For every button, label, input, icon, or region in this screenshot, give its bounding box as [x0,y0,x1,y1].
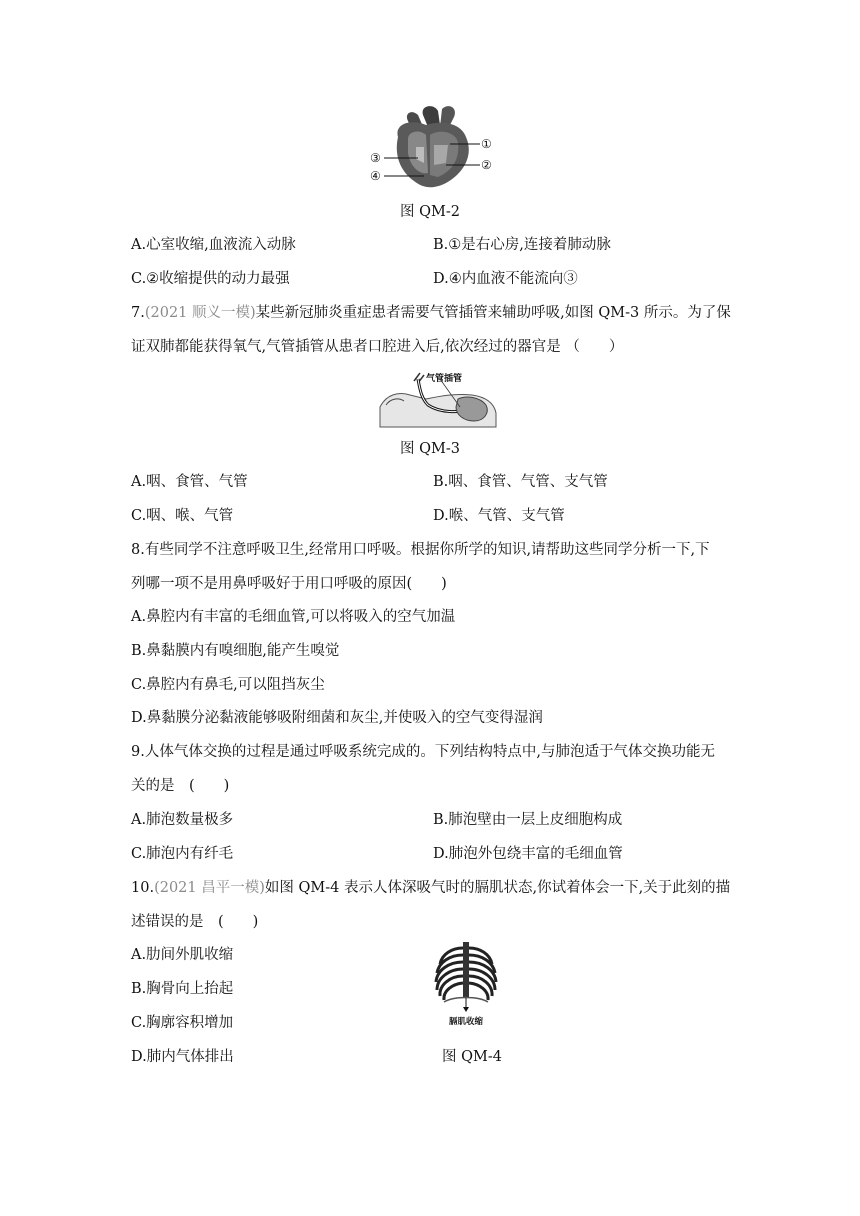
q8-stem-line2: 列哪一项不是用鼻呼吸好于用口呼吸的原因( ) [131,576,447,592]
heart-figure [368,103,518,191]
q10-option-d: D.肺内气体排出 [131,1049,234,1065]
figure-caption-qm3: 图 QM-3 [400,441,460,457]
q8-option-c: C.鼻腔内有鼻毛,可以阻挡灰尘 [131,677,325,693]
ribcage-figure [430,938,502,1028]
q10-stem-line1 [131,878,730,898]
intubation-figure [376,369,500,429]
heart-label-3: ③ [370,151,381,165]
q9-stem-line1: 9.人体气体交换的过程是通过呼吸系统完成的。下列结构特点中,与肺泡适于气体交换功能无 [131,744,715,760]
q7-option-d: D.喉、气管、支气管 [433,508,565,524]
figure-caption-qm4: 图 QM-4 [442,1049,502,1065]
q10-option-a: A.肋间外肌收缩 [131,947,234,963]
heart-label-1: ① [481,137,492,151]
q6-option-b: B.①是右心房,连接着肺动脉 [433,237,611,253]
q8-stem-line1: 8.有些同学不注意呼吸卫生,经常用口呼吸。根据你所学的知识,请帮助这些同学分析一下,下 [131,542,710,558]
q10-number: 10. [131,880,155,896]
q10-option-b: B.胸骨向上抬起 [131,981,234,997]
q7-text1: 某些新冠肺炎重症患者需要气管插管来辅助呼吸,如图 QM-3 所示。为了保 [255,305,731,321]
q8-option-b: B.鼻黏膜内有嗅细胞,能产生嗅觉 [131,643,340,659]
q9-option-b: B.肺泡壁由一层上皮细胞构成 [433,812,623,828]
q9-option-a: A.肺泡数量极多 [131,812,234,828]
q7-option-c: C.咽、喉、气管 [131,508,234,524]
intubation-label: 气管插管 [426,374,463,384]
q7-stem-line2: 证双肺都能获得氧气,气管插管从患者口腔进入后,依次经过的器官是 （ ） [131,339,624,355]
q10-text1: 如图 QM-4 表示人体深吸气时的膈肌状态,你试着体会一下,关于此刻的描 [264,880,731,896]
q7-number: 7. [131,305,145,321]
q7-stem-line1 [131,303,731,323]
q7-option-a: A.咽、食管、气管 [131,474,248,490]
q6-option-c: C.②收缩提供的动力最强 [131,271,290,287]
q7-source: (2021 顺义一模) [144,305,256,321]
q9-stem-line2: 关的是 ( ) [131,778,230,794]
q8-option-d: D.鼻黏膜分泌黏液能够吸附细菌和灰尘,并使吸入的空气变得湿润 [131,710,543,726]
heart-label-2: ② [481,158,492,172]
q10-stem-line2: 述错误的是 ( ) [131,914,259,930]
ribcage-label: 膈肌收缩 [448,1017,484,1027]
figure-caption-qm2: 图 QM-2 [400,204,460,220]
q10-option-c: C.胸廓容积增加 [131,1015,234,1031]
q7-option-b: B.咽、食管、气管、支气管 [433,474,608,490]
q6-option-a: A.心室收缩,血液流入动脉 [131,237,296,253]
q9-option-d: D.肺泡外包绕丰富的毛细血管 [433,846,623,862]
q9-option-c: C.肺泡内有纤毛 [131,846,234,862]
heart-label-4: ④ [370,169,381,183]
q8-option-a: A.鼻腔内有丰富的毛细血管,可以将吸入的空气加温 [131,609,456,625]
q6-option-d: D.④内血液不能流向③ [433,271,578,287]
q10-source: (2021 昌平一模) [154,880,265,896]
